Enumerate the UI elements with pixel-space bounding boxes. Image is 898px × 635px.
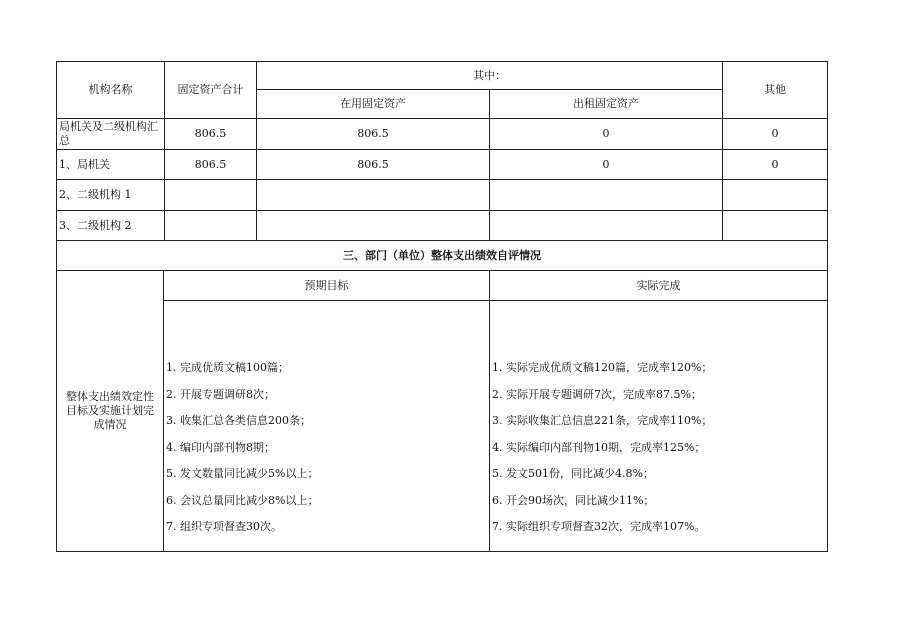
section-title: 三、部门（单位）整体支出绩效自评情况 <box>57 241 828 271</box>
row-other <box>723 211 828 241</box>
row-total <box>165 180 257 211</box>
list-item: 5. 发文数量同比减少5%以上； <box>166 467 319 480</box>
header-rented-assets: 出租固定资产 <box>490 90 723 119</box>
row-other <box>723 180 828 211</box>
list-item: 4. 实际编印内部刊物10期，完成率125%； <box>492 440 706 454</box>
list-item: 7. 实际组织专项督查32次，完成率107%。 <box>492 520 706 533</box>
row-other: 0 <box>723 119 828 150</box>
actual-completion-header: 实际完成 <box>490 271 828 301</box>
list-item: 2. 开展专题调研8次； <box>166 387 275 401</box>
table-row <box>57 119 828 150</box>
row-rented: 0 <box>490 150 723 180</box>
table-row <box>57 180 828 211</box>
row-name: 1、局机关 <box>57 150 165 180</box>
list-item: 1. 实际完成优质文稿120篇，完成率120%； <box>492 361 713 374</box>
list-item: 1. 完成优质文稿100篇； <box>166 361 289 374</box>
list-item: 6. 会议总量同比减少8%以上； <box>166 493 319 507</box>
row-name: 3、二级机构 2 <box>57 211 165 241</box>
list-item: 6. 开会90场次，同比减少11%； <box>492 493 655 507</box>
list-item: 3. 实际收集汇总信息221条，完成率110%； <box>492 414 713 427</box>
header-total-fixed-assets: 固定资产合计 <box>165 62 257 119</box>
row-rented <box>490 211 723 241</box>
row-other: 0 <box>723 150 828 180</box>
header-org-name: 机构名称 <box>57 62 165 119</box>
row-total: 806.5 <box>165 119 257 150</box>
row-in-use <box>257 180 490 211</box>
table-row <box>57 150 828 180</box>
list-item: 5. 发文501份，同比减少4.8%； <box>492 467 654 480</box>
row-rented: 0 <box>490 119 723 150</box>
expected-goals-header: 预期目标 <box>164 271 490 301</box>
row-total <box>165 211 257 241</box>
expected-goals-list <box>164 301 490 552</box>
performance-row-label <box>57 271 164 552</box>
actual-completion-list <box>490 301 828 552</box>
header-other: 其他 <box>723 62 828 119</box>
row-rented <box>490 180 723 211</box>
row-name: 2、二级机构 1 <box>57 180 165 211</box>
list-item: 2. 实际开展专题调研7次，完成率87.5%； <box>492 387 702 401</box>
table-row <box>57 211 828 241</box>
row-in-use <box>257 211 490 241</box>
budget-report-table <box>56 61 828 552</box>
row-name: 局机关及二级机构汇总 <box>57 119 165 150</box>
list-item: 4. 编印内部刊物8期； <box>166 440 275 454</box>
header-of-which: 其中： <box>257 62 723 90</box>
row-in-use: 806.5 <box>257 119 490 150</box>
row-in-use: 806.5 <box>257 150 490 180</box>
performance-row-label-text: 整体支出绩效定性目标及实施计划完成情况 <box>66 390 154 431</box>
list-item: 3. 收集汇总各类信息200条； <box>166 414 311 427</box>
list-item: 7. 组织专项督查30次。 <box>166 520 282 533</box>
header-in-use-assets: 在用固定资产 <box>257 90 490 119</box>
row-total: 806.5 <box>165 150 257 180</box>
document-sheet <box>56 61 827 552</box>
